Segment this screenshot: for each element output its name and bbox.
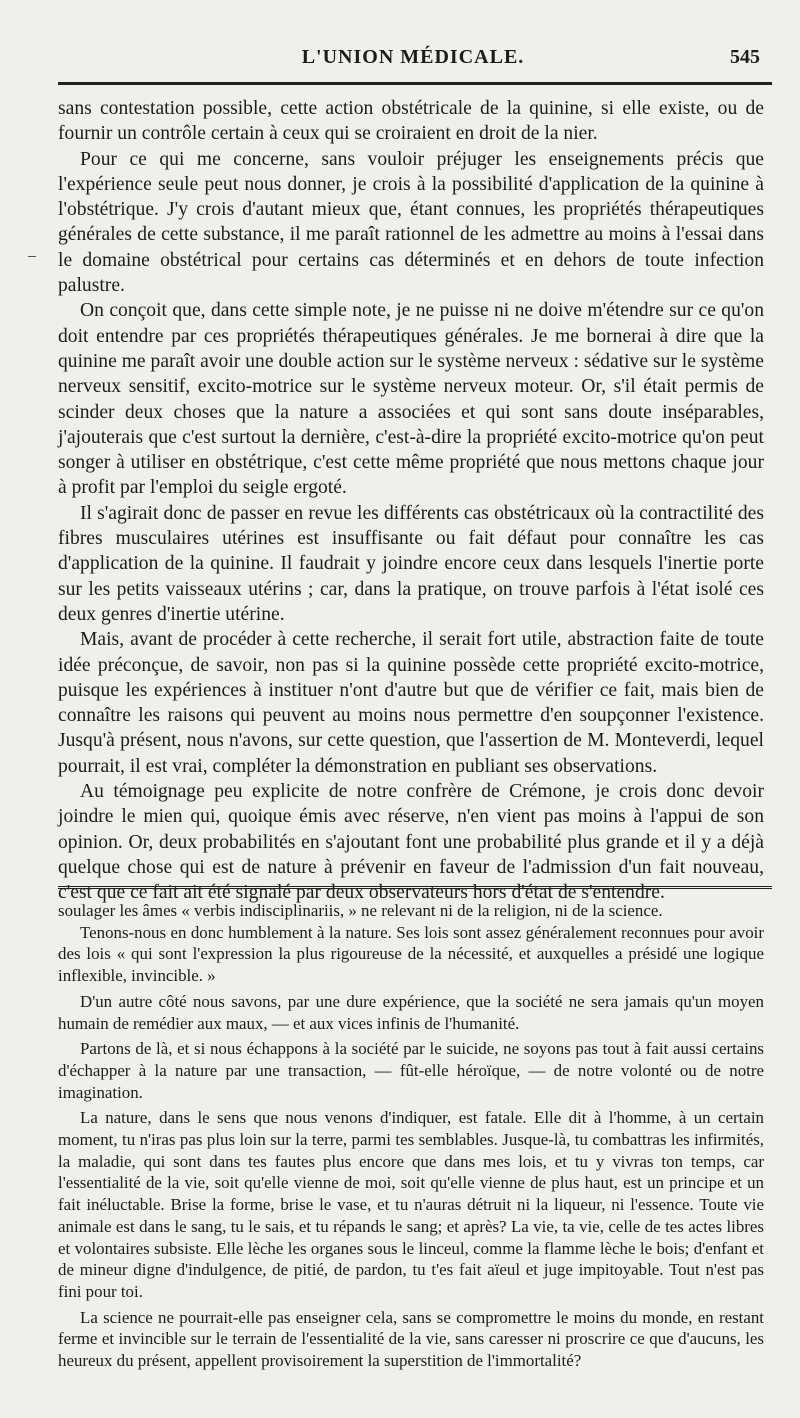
header-rule — [58, 82, 772, 85]
page-header — [60, 46, 766, 82]
paragraph: D'un autre côté nous savons, par une dure expérience, que la société ne sera jamais qu'un moyen humain de remédier aux maux, — et aux vices infinis de l'humanité. — [58, 991, 764, 1033]
paragraph: La science ne pourrait-elle pas enseigner cela, sans se compromettre le moins du monde, en restant ferme et invincible sur le terrain de l'essentialité de la vie, sans caresser ni proscrire ce que d'aucuns, les heureux du présent, appellent provisoirement la superstition de l'immortalité? — [58, 1307, 764, 1371]
section-divider — [58, 886, 772, 893]
paragraph: soulager les âmes « verbis indisciplinariis, » ne relevant ni de la religion, ni de la science. — [58, 901, 663, 920]
paragraph: Au témoignage peu explicite de notre confrère de Crémone, je crois donc devoir joindre le mien qui, quoique émis avec réserve, n'en vient pas moins à l'appui de son opinion. Or, deux probabilités en s'ajoutant font une probabilité plus grande et il y a déjà quelque chose qui est de nature à prévenir en faveur de l'admission d'un fait nouveau, c'est que ce fait ait été signalé par deux observateurs hors d'état de s'entendre. — [58, 781, 764, 904]
paragraph: Il s'agirait donc de passer en revue les différents cas obstétricaux où la contractilité des fibres musculaires utérines est insuffisante ou fait défaut pour connaître les cas d'application de la quinine. Il faudrait y joindre encore ceux dans lesquels l'inertie porte sur les petits vaisseaux utérins ; car, dans la pratique, on trouve parfois à l'état isolé ces deux genres d'inertie utérine. — [58, 502, 764, 625]
paragraph: sans contestation possible, cette action obstétricale de la quinine, si elle existe, ou de fournir un contrôle certain à ceux qui se croiraient en droit de la nier. — [58, 98, 764, 145]
margin-mark — [28, 256, 36, 257]
paragraph: Pour ce qui me concerne, sans vouloir préjuger les enseignements précis que l'expérience seule peut nous donner, je crois à la possibilité d'application de la quinine à l'obstétrique. J'y crois d'autant mieux que, étant connues, les propriétés thérapeutiques générales de cette substance, il me paraît rationnel de les admettre au moins à l'essai dans le domaine obstétrical pour certains cas déterminés et en dehors de toute infection palustre. — [58, 148, 764, 297]
paragraph: Tenons-nous en donc humblement à la nature. Ses lois sont assez généralement reconnues pour avoir des lois « qui sont l'expression la plus rigoureuse de la nécessité, et auxquelles a présidé une logique inflexible, invincible. » — [58, 922, 764, 986]
article-body — [58, 96, 764, 906]
paragraph: La nature, dans le sens que nous venons d'indiquer, est fatale. Elle dit à l'homme, à un certain moment, tu n'iras pas plus loin sur la terre, parmi tes semblables. Jusque-là, tu combattras les infirmités, la maladie, qui sont dans tes fautes plus encore que dans mes lois, et tu y vivras ton temps, car l'essentialité de la vie, soit qu'elle vienne de moi, soit qu'elle vienne de plus haut, est un principe et un fait inéluctable. Brise la forme, brise le vase, et tu n'auras détruit ni la liqueur, ni l'essence. Toute vie animale est dans le sang, tu le sais, et tu répands le sang; et après? La vie, ta vie, celle de tes actes libres et volontaires subsiste. Elle lèche les organes sous le linceul, comme la flamme lèche le bois; d'enfant et de mineur digne d'indulgence, de pitié, de pardon, tu t'es fait aïeul et juge impitoyable. Tout n'est pas fini pour toi. — [58, 1108, 764, 1301]
feuilleton-body — [58, 900, 764, 1372]
paragraph: On conçoit que, dans cette simple note, je ne puisse ni ne doive m'étendre sur ce qu'on doit entendre par ces propriétés thérapeutiques générales. Je me bornerai à dire que la quinine me paraît avoir une double action sur le système nerveux : sédative sur le système nerveux sensitif, excito-motrice sur le système nerveux moteur. Or, s'il était permis de scinder deux choses que la nature a associées et qui sont sans doute inséparables, j'ajouterais que c'est surtout la dernière, c'est-à-dire la propriété excito-motrice qu'on peut songer à utiliser en obstétrique, c'est cette même propriété que nous mettons chaque jour à profit par l'emploi du seigle ergoté. — [58, 300, 764, 499]
paragraph: Partons de là, et si nous échappons à la société par le suicide, ne soyons pas tout à fait aussi certains d'échapper à la nature par une transaction, — fût-elle héroïque, — de notre volonté ou de notre imagination. — [58, 1039, 764, 1102]
paragraph: Mais, avant de procéder à cette recherche, il serait fort utile, abstraction faite de toute idée préconçue, de savoir, non pas si la quinine possède cette propriété excito-motrice, puisque les expériences à instituer n'ont d'autre but que de vérifier ce fait, mais bien de connaître les raisons qui peuvent au moins nous permettre d'en soupçonner l'existence. Jusqu'à présent, nous n'avons, sur cette question, que l'assertion de M. Monteverdi, lequel pourrait, il est vrai, compléter la démonstration en publiant ses observations. — [58, 629, 764, 777]
journal-title: L'UNION MÉDICALE. — [301, 46, 525, 68]
page-number: 545 — [730, 46, 760, 68]
